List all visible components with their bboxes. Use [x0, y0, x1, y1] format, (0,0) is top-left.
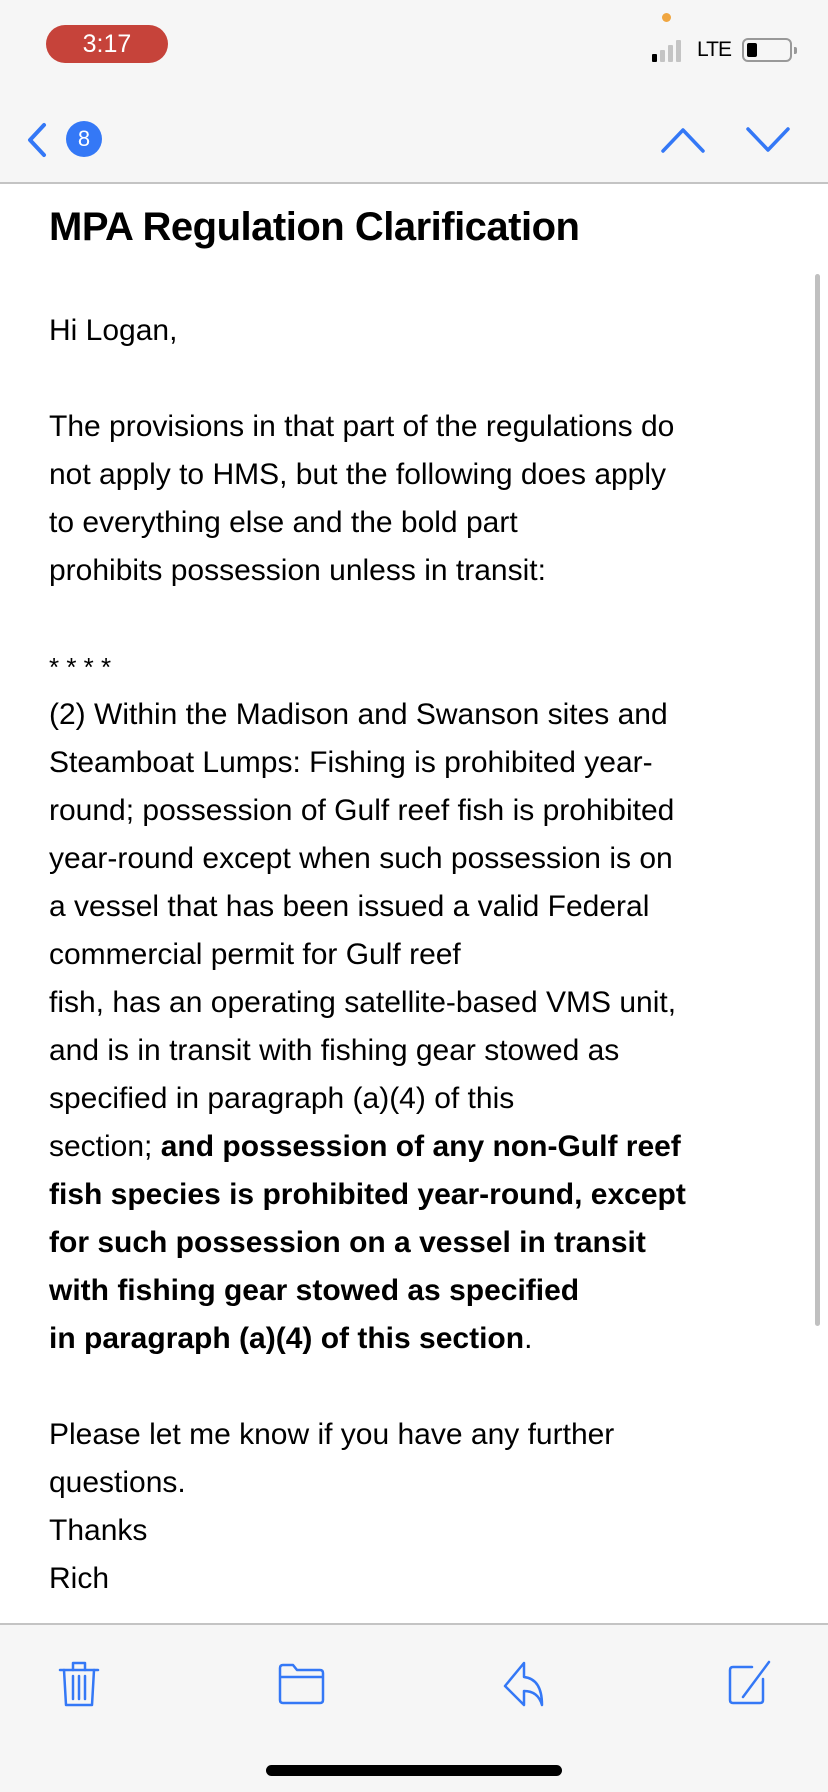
text: a vessel that has been issued a valid Federal: [49, 890, 650, 923]
reply-icon[interactable]: [502, 1661, 550, 1707]
battery-icon: [742, 38, 792, 62]
quoted-regulation: [49, 691, 789, 1363]
bold-text: for such possession on a vessel in transit: [49, 1226, 646, 1259]
text: specified in paragraph (a)(4) of this: [49, 1082, 515, 1115]
privacy-indicator-dot: [662, 13, 671, 22]
status-time: 3:17: [46, 25, 168, 63]
closing-paragraph: [49, 1411, 789, 1603]
unread-count-badge[interactable]: 8: [66, 121, 102, 157]
greeting: Hi Logan,: [49, 314, 178, 347]
bold-text: and possession of any non-Gulf reef: [160, 1130, 681, 1163]
previous-message-chevron-up-icon[interactable]: [660, 126, 706, 154]
next-message-chevron-down-icon[interactable]: [745, 126, 791, 154]
quote-line: [49, 1219, 789, 1267]
network-type: LTE: [697, 38, 731, 61]
text: .: [524, 1322, 533, 1355]
quote-line: [49, 1123, 789, 1171]
text: round; possession of Gulf reef fish is prohibited: [49, 794, 675, 827]
quote-line: [49, 931, 789, 979]
quote-line: [49, 1315, 789, 1363]
closing-line: questions.: [49, 1466, 186, 1499]
quote-line: [49, 691, 789, 739]
intro-line: not apply to HMS, but the following does apply: [49, 458, 667, 491]
closing-line: Thanks: [49, 1514, 148, 1547]
scrollbar[interactable]: [815, 274, 820, 1326]
quote-line: [49, 883, 789, 931]
signal-icon: [652, 40, 681, 62]
text: commercial permit for Gulf reef: [49, 938, 461, 971]
intro-paragraph: [49, 403, 789, 595]
quote-line: [49, 1171, 789, 1219]
intro-line: to everything else and the bold part: [49, 506, 518, 539]
bottom-toolbar: [0, 1623, 828, 1792]
bold-text: fish species is prohibited year-round, except: [49, 1178, 686, 1211]
intro-line: The provisions in that part of the regulations do: [49, 410, 675, 443]
quote-line: [49, 835, 789, 883]
text: year-round except when such possession is on: [49, 842, 673, 875]
quote-line: [49, 787, 789, 835]
trash-icon[interactable]: [58, 1660, 100, 1708]
home-indicator[interactable]: [266, 1765, 562, 1776]
text: (2) Within the Madison and Swanson sites and: [49, 698, 668, 731]
quote-line: [49, 979, 789, 1027]
closing-line: Please let me know if you have any further: [49, 1418, 615, 1451]
text: and is in transit with fishing gear stowed as: [49, 1034, 620, 1067]
text: Steamboat Lumps: Fishing is prohibited year-: [49, 746, 653, 779]
text: fish, has an operating satellite-based VMS unit,: [49, 986, 677, 1019]
email-body: [49, 307, 789, 1603]
bold-text: in paragraph (a)(4) of this section: [49, 1322, 525, 1355]
move-to-folder-icon[interactable]: [277, 1663, 325, 1705]
text: section;: [49, 1130, 161, 1163]
closing-line: Rich: [49, 1562, 110, 1595]
quote-line: [49, 1027, 789, 1075]
bold-text: with fishing gear stowed as specified: [49, 1274, 580, 1307]
separator-asterisks: * * * *: [49, 652, 112, 682]
intro-line: prohibits possession unless in transit:: [49, 554, 546, 587]
back-chevron-icon[interactable]: [22, 122, 52, 158]
quote-line: [49, 1075, 789, 1123]
compose-icon[interactable]: [728, 1659, 772, 1705]
quote-line: [49, 739, 789, 787]
email-subject: MPA Regulation Clarification: [49, 205, 580, 249]
top-bar: [0, 0, 828, 184]
quote-line: [49, 1267, 789, 1315]
